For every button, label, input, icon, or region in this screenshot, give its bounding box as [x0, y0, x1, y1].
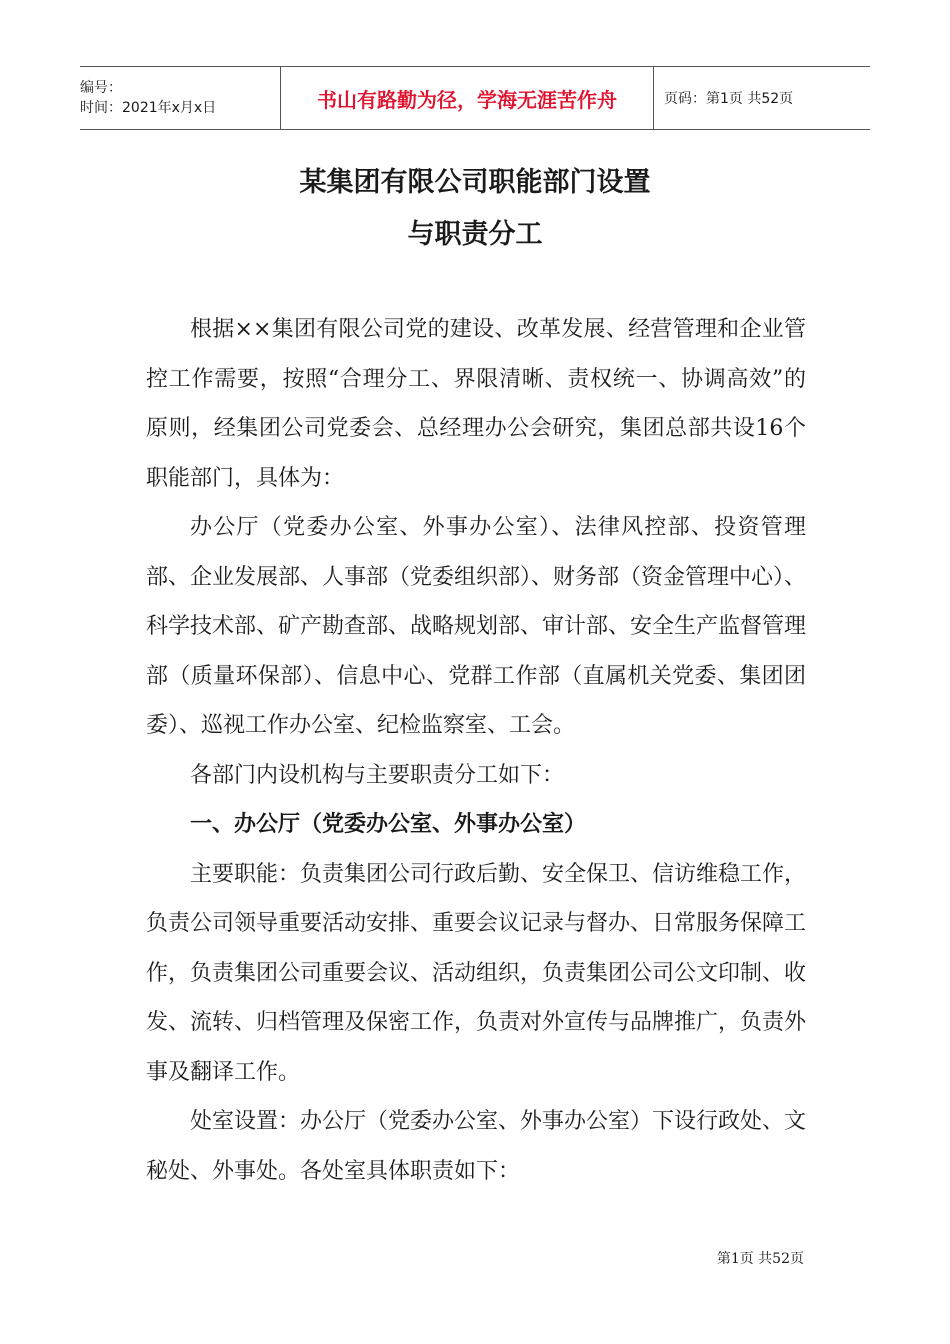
document-body [146, 305, 806, 1196]
header-page-info: 页码：第1页 共52页 [664, 91, 794, 107]
page-footer: 第1页 共52页 [716, 1251, 804, 1267]
division-intro-paragraph: 各部门内设机构与主要职责分工如下： [190, 762, 565, 788]
document-title-line2: 与职责分工 [407, 219, 543, 250]
office-setup-paragraph: 处室设置：办公厅（党委办公室、外事办公室）下设行政处、文秘处、外事处。各处室具体职责如下： [146, 1109, 807, 1184]
department-list-paragraph: 办公厅（党委办公室、外事办公室）、法律风控部、投资管理部、企业发展部、人事部（党委组织部）、财务部（资金管理中心）、科学技术部、矿产勘查部、战略规划部、审计部、安全生产监督管理部（质量环保部）、信息中心、党群工作部（直属机关党委、集团团委）、巡视工作办公室、纪检监察室、工会。 [146, 515, 807, 738]
section-heading: 一、办公厅（党委办公室、外事办公室） [190, 812, 587, 837]
header-motto: 书山有路勤为径，学海无涯苦作舟 [280, 67, 654, 129]
document-title-line1: 某集团有限公司职能部门设置 [299, 167, 651, 198]
number-label: 编号： [80, 80, 122, 96]
main-function-paragraph: 主要职能：负责集团公司行政后勤、安全保卫、信访维稳工作，负责公司领导重要活动安排、重要会议记录与督办、日常服务保障工作，负责集团公司重要会议、活动组织，负责集团公司公文印制、收发、流转、归档管理及保密工作，负责对外宣传与品牌推广，负责外事及翻译工作。 [146, 861, 807, 1085]
header-meta [80, 67, 280, 129]
intro-paragraph: 根据××集团有限公司党的建设、改革发展、经营管理和企业管控工作需要，按照“合理分工、界限清晰、责权统一、协调高效”的原则，经集团公司党委会、总经理办公会研究，集团总部共设16个职能部门，具体为： [146, 317, 806, 491]
time-label: 时间：2021年x月x日 [80, 100, 217, 116]
document-header [80, 66, 870, 130]
